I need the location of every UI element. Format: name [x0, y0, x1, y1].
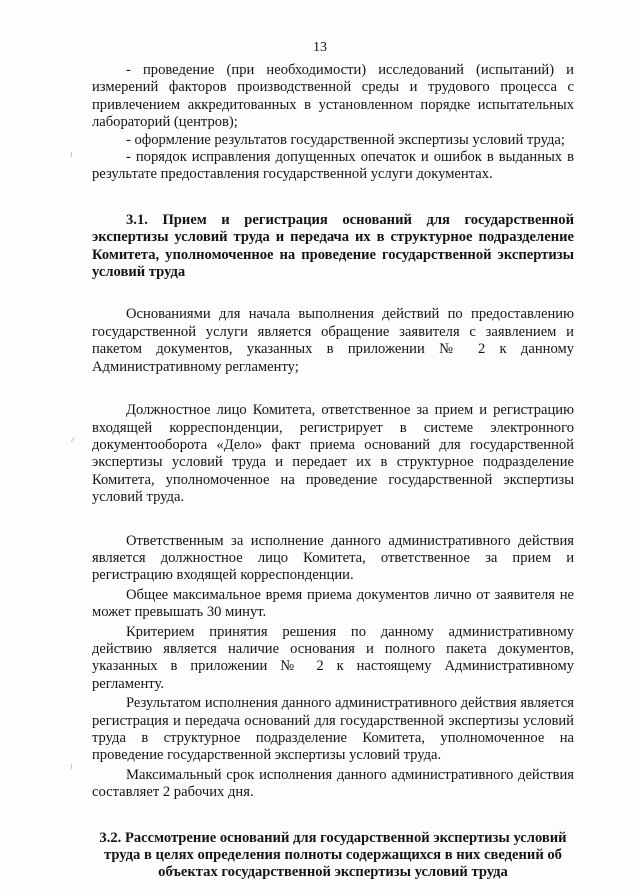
paragraph: Критерием принятия решения по данному административному действию является наличие основания и полного пакета документов, указанных в приложении № 2 к настоящему Административному регламенту.: [92, 623, 574, 692]
paragraph: Максимальный срок исполнения данного административного действия составляет 2 рабочих дня.: [92, 766, 574, 801]
page-number: 13: [313, 40, 327, 55]
paragraph: Основаниями для начала выполнения действий по предоставлению государственной услуги является обращение заявителя с заявлением и пакетом документов, указанных в приложении № 2 к данному Административному регламенту;: [92, 306, 574, 375]
bullet-item: - порядок исправления допущенных опечаток и ошибок в выданных в результате предоставления государственной услуги документах.: [92, 149, 574, 183]
paragraph: Результатом исполнения данного административного действия является регистрация и передача оснований для государственной экспертизы условий труда в структурное подразделение Комитета, уполномоченное на проведение государственной экспертизы условий труда.: [92, 695, 574, 764]
section-heading-3-2: 3.2. Рассмотрение оснований для государственной экспертизы условий труда в целях определения полноты содержащихся в них сведений об объектах государственной экспертизы условий труда: [99, 829, 567, 881]
paragraph: Общее максимальное время приема документов лично от заявителя не может превышать 30 минут.: [92, 586, 574, 621]
paragraph: Ответственным за исполнение данного административного действия является должностное лицо Комитета, ответственное за прием и регистрацию входящей корреспонденции.: [92, 532, 574, 584]
bullet-list: [92, 62, 574, 184]
section-heading-3-1: 3.1. Прием и регистрация оснований для государственной экспертизы условий труда и передача их в структурное подразделение Комитета, уполномоченное на проведение государственной экспертизы условий труда: [92, 211, 574, 281]
margin-mark: ⸝: [70, 432, 76, 444]
margin-mark: ⁾: [70, 151, 73, 163]
margin-mark: ⁾: [70, 763, 73, 775]
bullet-item: - оформление результатов государственной экспертизы условий труда;: [126, 131, 565, 148]
paragraph: Должностное лицо Комитета, ответственное за прием и регистрацию входящей корреспонденции, регистрирует в системе электронного документооборота «Дело» факт приема оснований для государственной экспертизы условий труда и передает их в структурное подразделение Комитета, уполномоченное на проведение государственной экспертизы условий труда.: [92, 402, 574, 506]
bullet-item: - проведение (при необходимости) исследований (испытаний) и измерений факторов производственной среды и трудового процесса с привлечением аккредитованных в установленном порядке испытательных лабораторий (центров);: [92, 62, 574, 131]
